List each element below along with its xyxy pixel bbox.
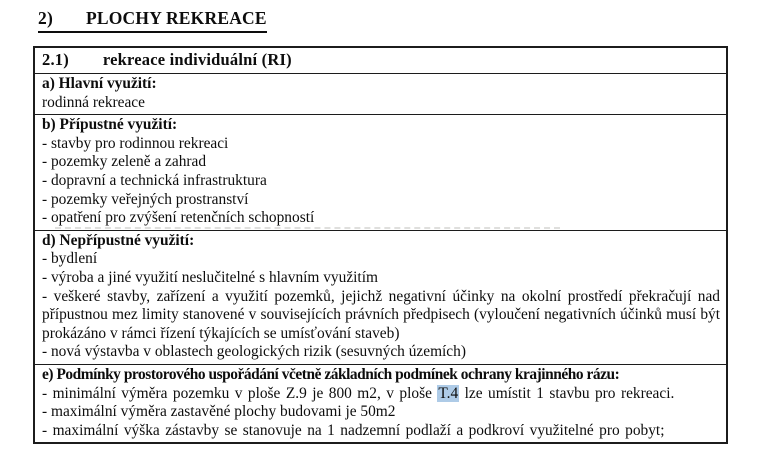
- bullet-line: - nová výstavba v oblastech geologických rizik (sesuvných územích): [42, 343, 466, 361]
- heading-number: 2): [38, 8, 53, 28]
- section-e-label: e) Podmínky prostorového uspořádání včetně základních podmínek ochrany krajinného rázu:: [42, 365, 620, 383]
- bullet-line: - bydlení: [42, 250, 98, 268]
- bullet-line-with-highlight: [42, 385, 720, 404]
- bullet-line: - maximální výměra zastavěné plochy budovami je 50m2: [42, 403, 396, 421]
- bullet-line: - dopravní a technická infrastruktura: [42, 171, 267, 189]
- heading-title: PLOCHY REKREACE: [85, 8, 267, 28]
- table-title-text: rekreace individuální (RI): [102, 50, 292, 69]
- section-d-row: [35, 230, 726, 364]
- section-a-label: a) Hlavní využití:: [42, 75, 157, 92]
- bullet-line: - maximální výška zástavby se stanovuje na 1 nadzemní podlaží a podkroví využitelné pro pobyt;: [42, 421, 665, 439]
- bullet-line: - opatření pro zvýšení retenčních schopností: [42, 209, 315, 227]
- table-title-number: 2.1): [42, 50, 69, 69]
- heading-underline: [38, 8, 267, 33]
- section-b-row: [35, 114, 726, 230]
- section-b-label: b) Přípustné využití:: [42, 116, 178, 134]
- section-a-value: rodinná rekreace: [42, 93, 145, 111]
- section-a-row: [35, 73, 726, 114]
- bullet-line: - výroba a jiné využití neslučitelné s hlavním využitím: [42, 268, 378, 286]
- bullet-line: - stavby pro rodinnou rekreaci: [42, 134, 229, 152]
- bullet-line: - pozemky veřejných prostranství: [42, 190, 249, 208]
- section-d-label: d) Nepřípustné využití:: [42, 231, 195, 249]
- section-e-row: [35, 364, 726, 442]
- bullet-paragraph: - veškeré stavby, zařízení a využití pozemků, jejichž negativní účinky na okolní prostředí překračují nad přípustnou mez limity stanovené v souvisejících právních předpisech (vyloučení negativních účinků musí být prokázáno v rámci řízení týkajících se umísťování staveb): [42, 287, 720, 342]
- bullet-text-before-highlight: - minimální výměra pozemku v ploše Z.9 je 800 m2, v ploše: [42, 384, 438, 402]
- bullet-line: - pozemky zeleně a zahrad: [42, 153, 207, 171]
- search-highlight: T.4: [438, 384, 459, 402]
- table-title-row: [35, 48, 726, 73]
- regulation-table: [33, 46, 728, 444]
- document-heading: [38, 8, 267, 33]
- bullet-text-after-highlight: lze umístit 1 stavbu pro rekreaci.: [459, 384, 675, 402]
